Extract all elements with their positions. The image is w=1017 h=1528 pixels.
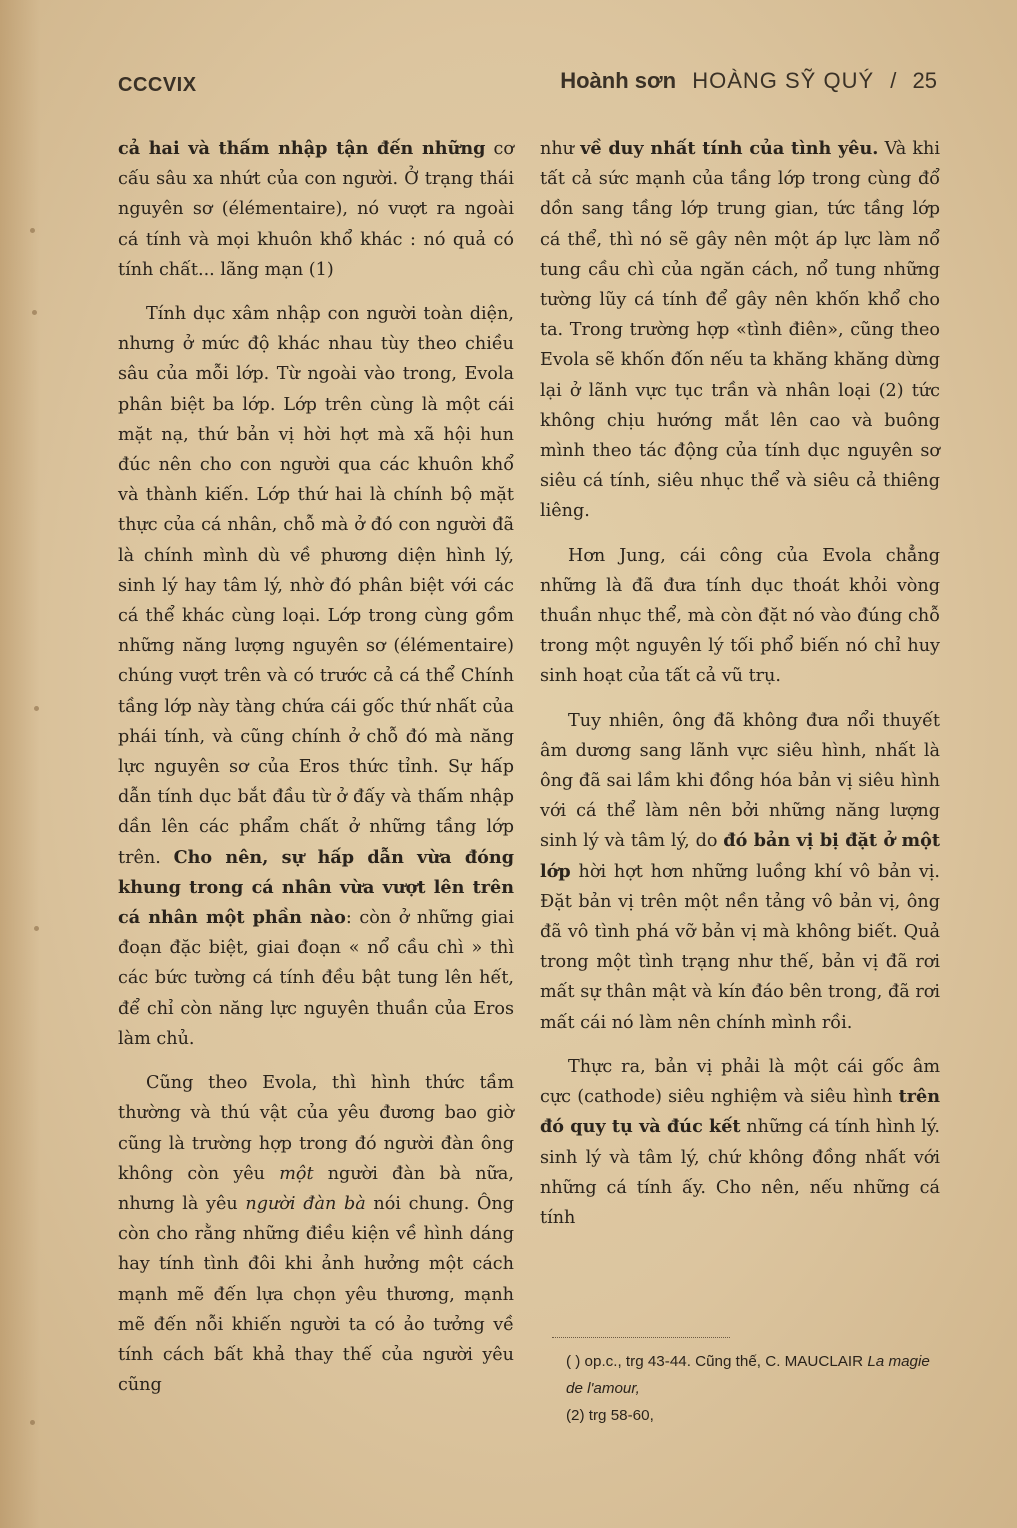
bold-text: cả hai và thấm nhập tận đến những [118, 138, 486, 159]
bold-text: đó bản vị bị đặt ở một lớp [540, 830, 940, 882]
footnote-text: ( ) op.c., trg 43-44. Cũng thế, C. MAUCLAIR [566, 1353, 868, 1370]
body-text: Thực ra, bản vị phải là một cái gốc âm cực (cathode) siêu nghiệm và siêu hình [540, 1056, 940, 1108]
footnotes [566, 1348, 946, 1429]
body-text: Và khi tất cả sức mạnh của tầng lớp trong cùng đổ dồn sang tầng lớp trung gian, tức tầng lớp cá thể, thì nó sẽ gây nên một áp lực làm nổ tung cầu chì của ngăn cách, nổ tung những tường lũy cá tính để gây nên khốn khổ cho ta. Trong trường hợp «tình điên», cũng theo Evola sẽ khốn đốn nếu ta khăng khăng dừng lại ở lãnh vực tục trần và nhân loại (2) tức không chịu hướng mắt lên cao và buông mình theo tác động của tính dục nguyên sơ siêu cá tính, siêu nhục thể và siêu cả thiêng liêng. [540, 139, 940, 522]
body-text: : còn ở những giai đoạn đặc biệt, giai đoạn « nổ cầu chì » thì các bức tường cá tính đều bật tung lên hết, để chỉ còn năng lực nguyên thuần của Eros làm chủ. [118, 908, 514, 1049]
author-name: HOÀNG SỸ QUÝ [692, 68, 875, 93]
binding-hole [30, 228, 35, 233]
paragraph [540, 134, 940, 527]
section-title: Hoành sơn [560, 68, 677, 93]
folio: CCCVIX [118, 74, 197, 96]
italic-text: một [279, 1163, 314, 1184]
body-text: như [540, 139, 581, 159]
paragraph [118, 134, 514, 285]
running-head [118, 66, 937, 106]
footnote-rule [552, 1337, 730, 1338]
separator: / [890, 68, 897, 93]
right-column [540, 134, 940, 1247]
body-text: Cũng theo Evola, thì hình thức tầm thường và thú vật của yêu đương bao giờ cũng là trường hợp trong đó người đàn ông không còn yêu [118, 1073, 514, 1184]
binding-hole [34, 926, 39, 931]
bold-text: trên đó quy tụ và đúc kết [540, 1086, 940, 1138]
page-number: 25 [912, 68, 937, 93]
bold-text: về duy nhất tính của tình yêu. [580, 138, 879, 159]
bold-text: Cho nên, sự hấp dẫn vừa đóng khung trong cá nhân vừa vượt lên trên cá nhân một phần nào [118, 846, 514, 929]
paragraph [118, 1068, 514, 1400]
left-column [118, 134, 514, 1414]
body-text: những cá tính hình lý. sinh lý và tâm lý, chứ không đồng nhất với những cá tính ấy. Cho nên, nếu những cá tính [540, 1117, 940, 1228]
paragraph [118, 299, 514, 1054]
binding-hole [30, 1420, 35, 1425]
body-text: Tính dục xâm nhập con người toàn diện, nhưng ở mức độ khác nhau tùy theo chiều sâu của mỗi lớp. Từ ngoài vào trong, Evola phân biệt ba lớp. Lớp trên cùng là một cái mặt nạ, thứ bản vị hời hợt mà xã hội hun đúc nên cho con người qua các khuôn khổ và thành kiến. Lớp thứ hai là chính bộ mặt thực của cá nhân, chỗ mà ở đó con người đã là chính mình dù về phương diện hình lý, sinh lý hay tâm lý, nhờ đó phân biệt với các cá thể khác cùng loại. Lớp trong cùng gồm những năng lượng nguyên sơ (élémentaire) chúng vượt trên và có trước cả cá thể Chính tầng lớp này tàng chứa cái gốc thứ nhất của phái tính, và cũng chính ở chỗ đó mà năng lực nguyên sơ của Eros thức tỉnh. Sự hấp dẫn tính dục bắt đầu từ ở đấy và thấm nhập dần lên các phẩm chất ở những tầng lớp trên. [118, 304, 514, 868]
body-text: người đàn bà nữa, nhưng là yêu [118, 1163, 514, 1214]
footnote-2: (2) trg 58-60, [566, 1407, 654, 1424]
binding-hole [32, 310, 37, 315]
paragraph [540, 706, 940, 1038]
footnote-1 [566, 1348, 946, 1402]
paragraph [540, 541, 940, 692]
body-text: Hơn Jung, cái công của Evola chẳng những là đã đưa tính dục thoát khỏi vòng thuần nhục thể, mà còn đặt nó vào đúng chỗ trong một nguyên lý tối phổ biến nó chỉ huy sinh hoạt của tất cả vũ trụ. [540, 545, 940, 687]
body-text: hời hợt hơn những luồng khí vô bản vị. Đặt bản vị trên một nền tảng vô bản vị, ông đã vô tình phá vỡ bản vị mà không biết. Quả trong một tình trạng như thế, bản vị đã rơi mất sự thân mật và kín đáo bên trong, đã rơi mất cái nó làm nên chính mình rồi. [540, 861, 940, 1033]
italic-text: người đàn bà [245, 1193, 366, 1214]
body-text: cơ cấu sâu xa nhứt của con người. Ở trạng thái nguyên sơ (élémentaire), nó vượt ra ngoài cá tính và mọi khuôn khổ khác : nó quả có tính chất... lãng mạn (1) [118, 139, 514, 280]
body-text: nói chung. Ông còn cho rằng những điều kiện về hình dáng hay tính tình đôi khi ảnh hưởng một cách mạnh mẽ đến lựa chọn yêu thương, mạnh mẽ đến nỗi khiến người ta có ảo tưởng về tính cách bất khả thay thế của người yêu cũng [118, 1193, 514, 1396]
body-text: Tuy nhiên, ông đã không đưa nổi thuyết âm dương sang lãnh vực siêu hình, nhất là ông đã sai lầm khi đồng hóa bản vị siêu hình với cá thể làm nên bởi những năng lượng sinh lý và tâm lý, do [540, 710, 940, 852]
footnote-title: La magie de l'amour, [566, 1353, 930, 1397]
running-head-right [560, 68, 937, 94]
paragraph [540, 1052, 940, 1233]
binding-hole [34, 706, 39, 711]
